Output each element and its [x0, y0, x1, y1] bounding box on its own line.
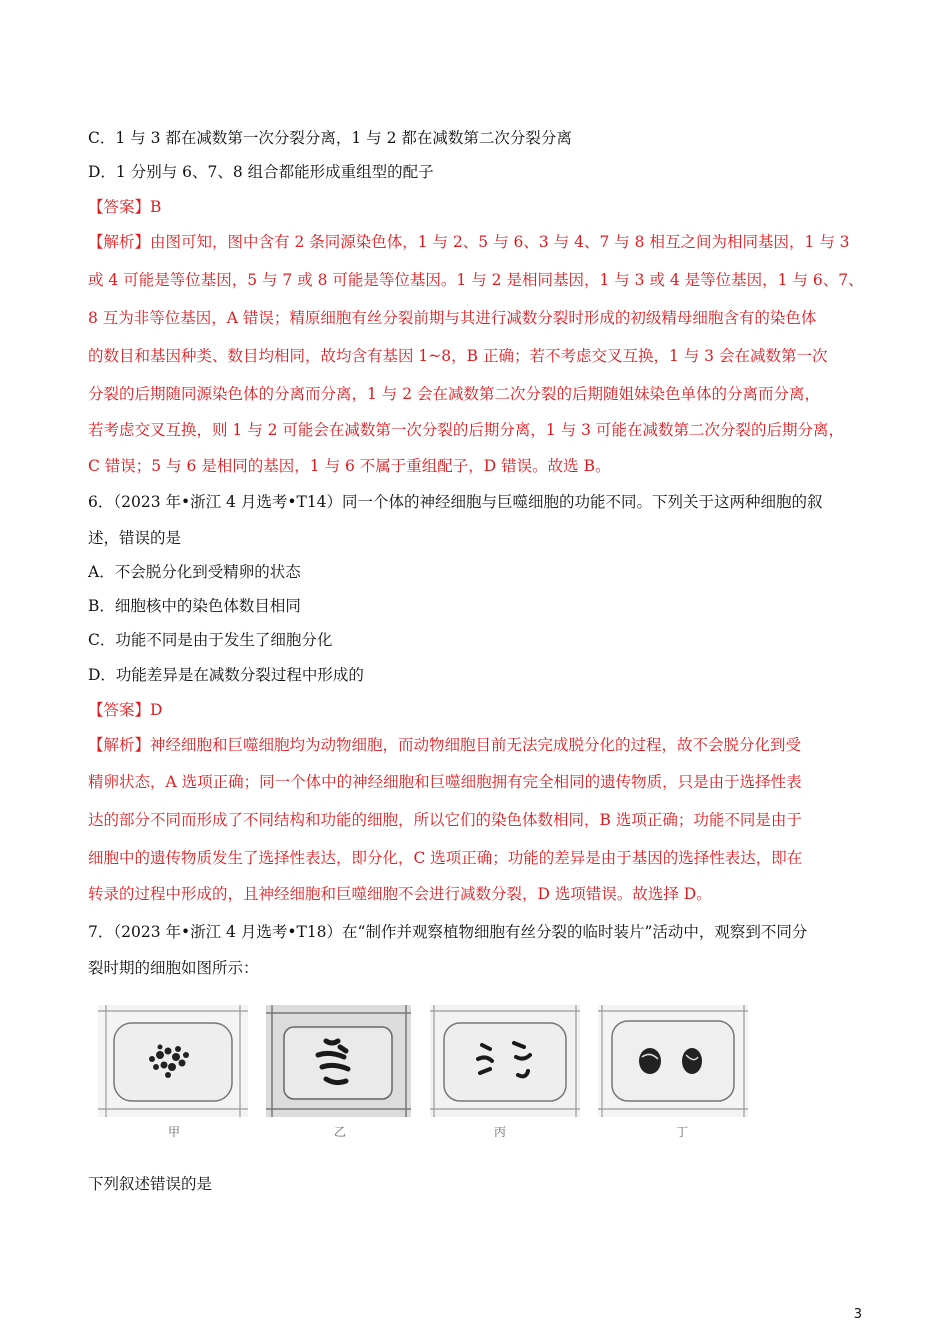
caption-ding: 丁	[676, 1125, 689, 1139]
caption-bing: 丙	[494, 1125, 507, 1139]
answer-tag: 【答案】	[88, 701, 151, 719]
q7-stem: 7．（2023 年•浙江 4 月选考•T18）在“制作并观察植物细胞有丝分裂的临时装片”活动中，观察到不同分	[88, 923, 808, 941]
q6-analysis-line: 转录的过程中形成的，且神经细胞和巨噬细胞不会进行减数分裂，D 选项错误。故选择 D。	[88, 885, 712, 903]
q6-analysis-line: 精卵状态，A 选项正确；同一个体中的神经细胞和巨噬细胞拥有完全相同的遗传物质，只是由于选择性表	[88, 773, 802, 791]
q5-analysis-line: 8 互为非等位基因，A 错误；精原细胞有丝分裂前期与其进行减数分裂时形成的初级精母细胞含有的染色体	[88, 309, 817, 327]
q5-analysis-line: 若考虑交叉互换，则 1 与 2 可能会在减数第一次分裂的后期分离，1 与 3 可能在减数第二次分裂的后期分离，	[88, 421, 844, 439]
answer-value: B	[150, 198, 162, 216]
answer-tag: 【答案】	[88, 198, 151, 216]
q5-analysis-line: 的数目和基因种类、数目均相同，故均含有基因 1~8，B 正确；若不考虑交叉互换，1 与 3 会在减数第一次	[88, 347, 828, 365]
cell-image-bing	[430, 1005, 580, 1117]
analysis-text: 由图可知，图中含有 2 条同源染色体，1 与 2、5 与 6、3 与 4、7 与 8 相互之间为相同基因，1 与 3	[150, 233, 850, 251]
q6-option-a: A．不会脱分化到受精卵的状态	[88, 563, 301, 581]
answer-value: D	[150, 701, 163, 719]
mitosis-micrograph-figure	[98, 1005, 758, 1140]
page-number: 3	[853, 1307, 862, 1322]
q5-answer	[88, 197, 161, 217]
q7-tail: 下列叙述错误的是	[88, 1175, 213, 1193]
analysis-tag: 【解析】	[88, 233, 151, 251]
analysis-text: 神经细胞和巨噬细胞均为动物细胞，而动物细胞目前无法完成脱分化的过程，故不会脱分化到受	[150, 736, 802, 754]
q5-option-c: C．1 与 3 都在减数第一次分裂分离，1 与 2 都在减数第二次分裂分离	[88, 129, 572, 147]
q6-analysis-line: 细胞中的遗传物质发生了选择性表达，即分化，C 选项正确；功能的差异是由于基因的选择性表达，即在	[88, 849, 803, 867]
q6-answer	[88, 700, 162, 720]
q5-analysis-line	[88, 232, 850, 252]
q5-analysis-line: C 错误；5 与 6 是相同的基因，1 与 6 不属于重组配子，D 错误。故选 B。	[88, 457, 611, 475]
analysis-tag: 【解析】	[88, 736, 151, 754]
q5-option-d: D．1 分别与 6、7、8 组合都能形成重组型的配子	[88, 163, 434, 181]
q6-option-c: C．功能不同是由于发生了细胞分化	[88, 631, 333, 649]
cell-image-yi	[266, 1005, 411, 1117]
q6-option-d: D．功能差异是在减数分裂过程中形成的	[88, 666, 364, 684]
caption-jia: 甲	[168, 1125, 181, 1139]
cell-image-ding	[598, 1005, 748, 1117]
q6-stem: 6．（2023 年•浙江 4 月选考•T14）同一个体的神经细胞与巨噬细胞的功能不同。下列关于这两种细胞的叙	[88, 493, 823, 511]
q6-analysis-line	[88, 735, 801, 755]
q7-stem: 裂时期的细胞如图所示：	[88, 959, 259, 977]
q6-analysis-line: 达的部分不同而形成了不同结构和功能的细胞，所以它们的染色体数相同，B 选项正确；功能不同是由于	[88, 811, 802, 829]
q5-analysis-line: 分裂的后期随同源染色体的分离而分离，1 与 2 会在减数第二次分裂的后期随姐妹染色单体的分离而分离，	[88, 385, 821, 403]
caption-yi: 乙	[334, 1125, 347, 1139]
q6-stem: 述，错误的是	[88, 529, 182, 547]
cell-image-jia	[98, 1005, 248, 1117]
q5-analysis-line: 或 4 可能是等位基因，5 与 7 或 8 可能是等位基因。1 与 2 是相同基因，1 与 3 或 4 是等位基因，1 与 6、7、	[88, 271, 864, 289]
q6-option-b: B．细胞核中的染色体数目相同	[88, 597, 301, 615]
